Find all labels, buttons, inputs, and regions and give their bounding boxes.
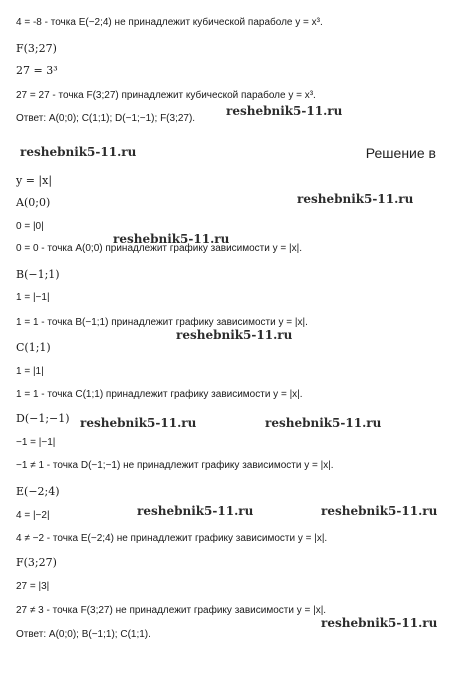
text-line: 4 = -8 - точка E(−2;4) не принадлежит кубической параболе y = x³. bbox=[16, 17, 323, 28]
equation-line: 27 = 3³ bbox=[16, 64, 58, 77]
point-label: D(−1;−1) bbox=[16, 412, 70, 425]
answer-line: Ответ: A(0;0); C(1;1); D(−1;−1); F(3;27). bbox=[16, 113, 196, 124]
point-label: A(0;0) bbox=[16, 196, 51, 209]
side-heading: Решение в bbox=[365, 145, 436, 161]
equation-line: 4 = |−2| bbox=[16, 510, 50, 521]
watermark: reshebnik5-11.ru bbox=[137, 504, 254, 518]
watermark: reshebnik5-11.ru bbox=[265, 416, 382, 430]
point-label: F(3;27) bbox=[16, 556, 57, 569]
equation-line: −1 = |−1| bbox=[16, 437, 56, 448]
watermark: reshebnik5-11.ru bbox=[226, 104, 343, 118]
equation-line: 0 = |0| bbox=[16, 221, 44, 232]
point-label: C(1;1) bbox=[16, 341, 51, 354]
point-label: F(3;27) bbox=[16, 42, 57, 55]
equation-line: 1 = |−1| bbox=[16, 292, 50, 303]
point-label: B(−1;1) bbox=[16, 268, 60, 281]
text-line: 1 = 1 - точка B(−1;1) принадлежит графику зависимости y = |x|. bbox=[16, 317, 308, 328]
watermark: reshebnik5-11.ru bbox=[321, 616, 438, 630]
point-label: E(−2;4) bbox=[16, 485, 60, 498]
text-line: 4 ≠ −2 - точка E(−2;4) не принадлежит графику зависимости y = |x|. bbox=[16, 533, 328, 544]
text-line: 27 = 27 - точка F(3;27) принадлежит кубической параболе y = x³. bbox=[16, 90, 316, 101]
watermark: reshebnik5-11.ru bbox=[80, 416, 197, 430]
watermark: reshebnik5-11.ru bbox=[113, 232, 230, 246]
text-line: 27 ≠ 3 - точка F(3;27) не принадлежит графику зависимости y = |x|. bbox=[16, 605, 327, 616]
watermark: reshebnik5-11.ru bbox=[297, 192, 414, 206]
function-title: y = |x| bbox=[16, 174, 53, 187]
watermark: reshebnik5-11.ru bbox=[321, 504, 438, 518]
equation-line: 1 = |1| bbox=[16, 366, 44, 377]
equation-line: 27 = |3| bbox=[16, 581, 50, 592]
answer-line: Ответ: A(0;0); B(−1;1); C(1;1). bbox=[16, 629, 151, 640]
watermark: reshebnik5-11.ru bbox=[176, 328, 293, 342]
text-line: 0 = 0 - точка A(0;0) принадлежит графику зависимости y = |x|. bbox=[16, 243, 303, 254]
text-line: 1 = 1 - точка C(1;1) принадлежит графику зависимости y = |x|. bbox=[16, 389, 303, 400]
text-line: −1 ≠ 1 - точка D(−1;−1) не принадлежит графику зависимости y = |x|. bbox=[16, 460, 334, 471]
watermark: reshebnik5-11.ru bbox=[20, 145, 137, 159]
